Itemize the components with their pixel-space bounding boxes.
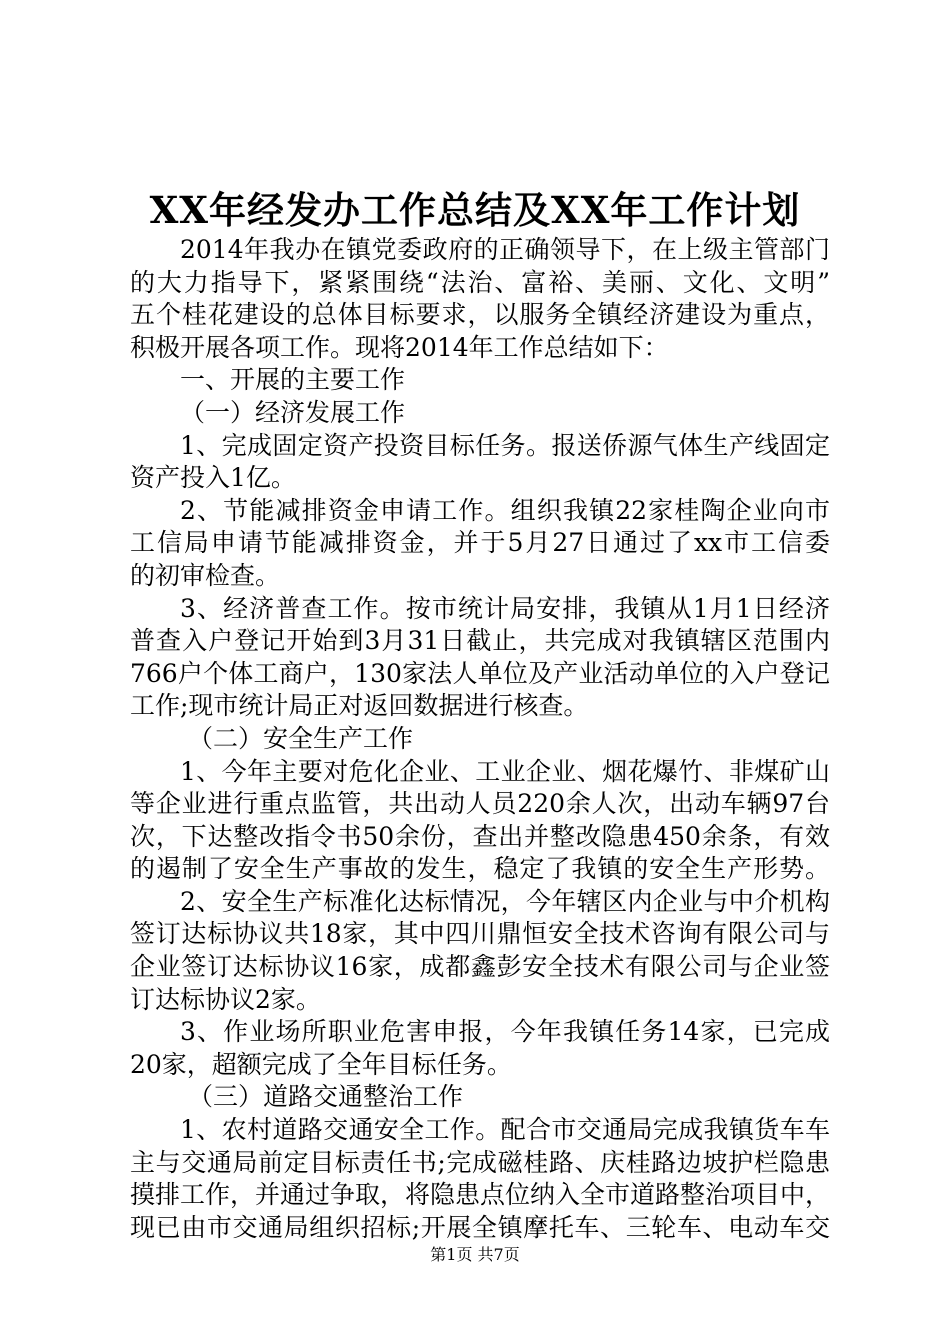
document-title: XX年经发办工作总结及XX年工作计划: [149, 188, 801, 232]
text-line: 1、完成固定资产投资目标任务。报送侨源气体生产线固定: [180, 430, 830, 460]
text-line: 的大力指导下，紧紧围绕“法治、富裕、美丽、文化、文明”: [130, 267, 830, 297]
text-line: 订达标协议2家。: [130, 984, 321, 1014]
text-line: 2014年我办在镇党委政府的正确领导下，在上级主管部门: [180, 235, 830, 264]
text-line: 等企业进行重点监管，共出动人员220余人次，出动车辆97台: [130, 789, 830, 819]
subsection-heading: （二）安全生产工作: [188, 723, 414, 753]
text-line: 2、节能减排资金申请工作。组织我镇22家桂陶企业向市: [180, 495, 830, 525]
text-line: 现已由市交通局组织招标;开展全镇摩托车、三轮车、电动车交: [130, 1212, 830, 1242]
text-line: 签订达标协议共18家，其中四川鼎恒安全技术咨询有限公司与: [130, 919, 830, 949]
section-heading: 一、开展的主要工作: [180, 365, 406, 395]
text-line: 资产投入1亿。: [130, 463, 296, 493]
text-line: 3、经济普查工作。按市统计局安排，我镇从1月1日经济: [180, 593, 830, 623]
text-line: 主与交通局前定目标责任书;完成磁桂路、庆桂路边坡护栏隐患: [130, 1147, 830, 1177]
text-line: 摸排工作，并通过争取，将隐患点位纳入全市道路整治项目中，: [130, 1180, 830, 1210]
text-line: 1、农村道路交通安全工作。配合市交通局完成我镇货车车: [180, 1115, 830, 1145]
text-line: 3、作业场所职业危害申报，今年我镇任务14家，已完成: [180, 1017, 830, 1047]
text-line: 次，下达整改指令书50余份，查出并整改隐患450余条，有效: [130, 821, 830, 851]
text-line: 企业签订达标协议16家，成都鑫彭安全技术有限公司与企业签: [130, 952, 830, 982]
text-line: 五个桂花建设的总体目标要求，以服务全镇经济建设为重点，: [130, 300, 830, 330]
subsection-heading: （一）经济发展工作: [180, 397, 406, 427]
document-body: [130, 234, 830, 1244]
text-line: 2、安全生产标准化达标情况，今年辖区内企业与中介机构: [180, 886, 830, 916]
text-line: 766户个体工商户，130家法人单位及产业活动单位的入户登记: [130, 658, 830, 688]
text-line: 普查入户登记开始到3月31日截止，共完成对我镇辖区范围内: [130, 626, 830, 656]
page-footer: 第1页 共7页: [430, 1245, 520, 1264]
text-line: 的初审检查。: [130, 560, 281, 590]
text-line: 工作;现市统计局正对返回数据进行核查。: [130, 691, 589, 721]
text-line: 20家，超额完成了全年目标任务。: [130, 1049, 512, 1079]
text-line: 1、今年主要对危化企业、工业企业、烟花爆竹、非煤矿山: [180, 756, 830, 786]
text-line: 工信局申请节能减排资金，并于5月27日通过了xx市工信委: [130, 528, 830, 558]
subsection-heading: （三）道路交通整治工作: [188, 1082, 464, 1112]
text-line: 的遏制了安全生产事故的发生，稳定了我镇的安全生产形势。: [130, 854, 830, 884]
text-line: 积极开展各项工作。现将2014年工作总结如下：: [130, 332, 669, 362]
